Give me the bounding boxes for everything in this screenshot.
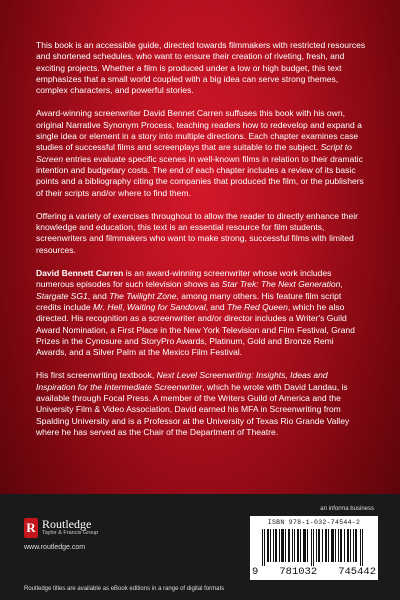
bio-text-e: , which he wrote with David Landau, is available through Focal Press. A member of the Writers Guild of America and the University Film & Video Association, David earned his MFA in Screenwriting from Spalding University and is a Professor at the University of Texas Rio Grande Valley where he has served as the Chair of the Department of Theatre. (36, 381, 350, 437)
author-bio-paragraph-1 (36, 268, 366, 358)
bio-sep: , and (87, 290, 110, 301)
barcode-bars-icon (262, 529, 366, 566)
routledge-r-icon: R (24, 518, 38, 538)
film-title: Waiting for Sandoval (126, 301, 206, 312)
bio-sep: , (340, 279, 343, 290)
film-title: The Red Queen (227, 301, 288, 312)
blurb-text-2a: Award-winning screenwriter David Bennet Carren suffuses this book with his own, original Narrative Synonym Process, teaching readers how to redevelop and expand a single idea or element in a story into multiple directions. Each chapter examines case studies of successful films and screenplays that are suitable to the subject. (36, 108, 362, 153)
bio-text-c: , which he also directed. His recognition as a screenwriter and/or director includes a Writer's Guild Award Nomination, a First Place in the New York Television and Film Festival, Grand Prizes in the Cynosure and StoryPro Awards, Platinum, Gold and Bronze Remi Awards, and a Silver Palm at the Mexico Film Festival. (36, 301, 355, 358)
publisher-website: www.routledge.com (24, 544, 86, 551)
footer-bar (0, 494, 400, 600)
logo-text (42, 518, 98, 537)
script-to-screen-term: Script to Screen (36, 142, 352, 164)
show-title: The Twilight Zone (109, 290, 177, 301)
bio-text-b: , among many others. His feature film script credits include (36, 290, 342, 312)
show-title: Star Trek: The Next Generation (221, 279, 341, 290)
isbn-label: ISBN 978-1-032-74544-2 (267, 519, 361, 526)
barcode-digits-left: 781032 (279, 566, 318, 578)
informa-tagline: an informa business (320, 506, 374, 512)
film-title: Mr. Hell (93, 301, 123, 312)
blurb-paragraph-1 (36, 40, 366, 96)
publisher-group: Taylor & Francis Group (42, 530, 99, 536)
isbn-barcode (250, 516, 378, 580)
blurb-text-2b: entries evaluate specific scenes in well-known films in relation to their dramatic intention and budgetary costs. The end of each chapter includes a review of its basic points and a bibliography citing the companies that produced the film, or the publishers of their scripts and/or where to find them. (36, 153, 364, 198)
bio-text-d: His first screenwriting textbook, (36, 370, 157, 381)
blurb-text-3: Offering a variety of exercises throughout to allow the reader to directly enhance their knowledge and education, this text is an essential resource for film students, screenwriters and filmmakers who want to make strong, successful films with limited resources. (36, 210, 358, 255)
blurb-paragraph-3 (36, 211, 366, 256)
routledge-logo (24, 518, 98, 538)
publisher-name: Routledge (42, 517, 92, 531)
blurb-text-1: This book is an accessible guide, directed towards filmmakers with restricted resources and shortened schedules, who want to ensure their creation of riveting, fresh, and exciting projects. Whether a film is produced under a low or high budget, this text emphasizes that a small world coupled with a big idea can serve strong themes, complex characters, and powerful stories. (36, 40, 366, 96)
bio-sep: , (122, 301, 127, 312)
bio-text-a: is an award-winning screenwriter whose work includes numerous episodes for such television shows as (36, 268, 332, 290)
author-name: David Bennett Carren (36, 268, 124, 279)
book-title: Next Level Screenwriting: Insights, Ideas and Inspiration for the Intermediate Screenwriter (36, 370, 328, 392)
barcode-digits-right: 745442 (338, 566, 376, 578)
barcode-digit-lead: 9 (252, 566, 259, 578)
bio-sep: , and (205, 301, 227, 312)
blurb-paragraph-2 (36, 108, 366, 198)
back-cover-text (36, 40, 366, 450)
barcode-digits (252, 566, 376, 578)
show-title: Stargate SG1 (36, 290, 88, 301)
author-bio-paragraph-2 (36, 370, 366, 438)
ebook-note: Routledge titles are available as eBook editions in a range of digital formats (24, 586, 225, 592)
